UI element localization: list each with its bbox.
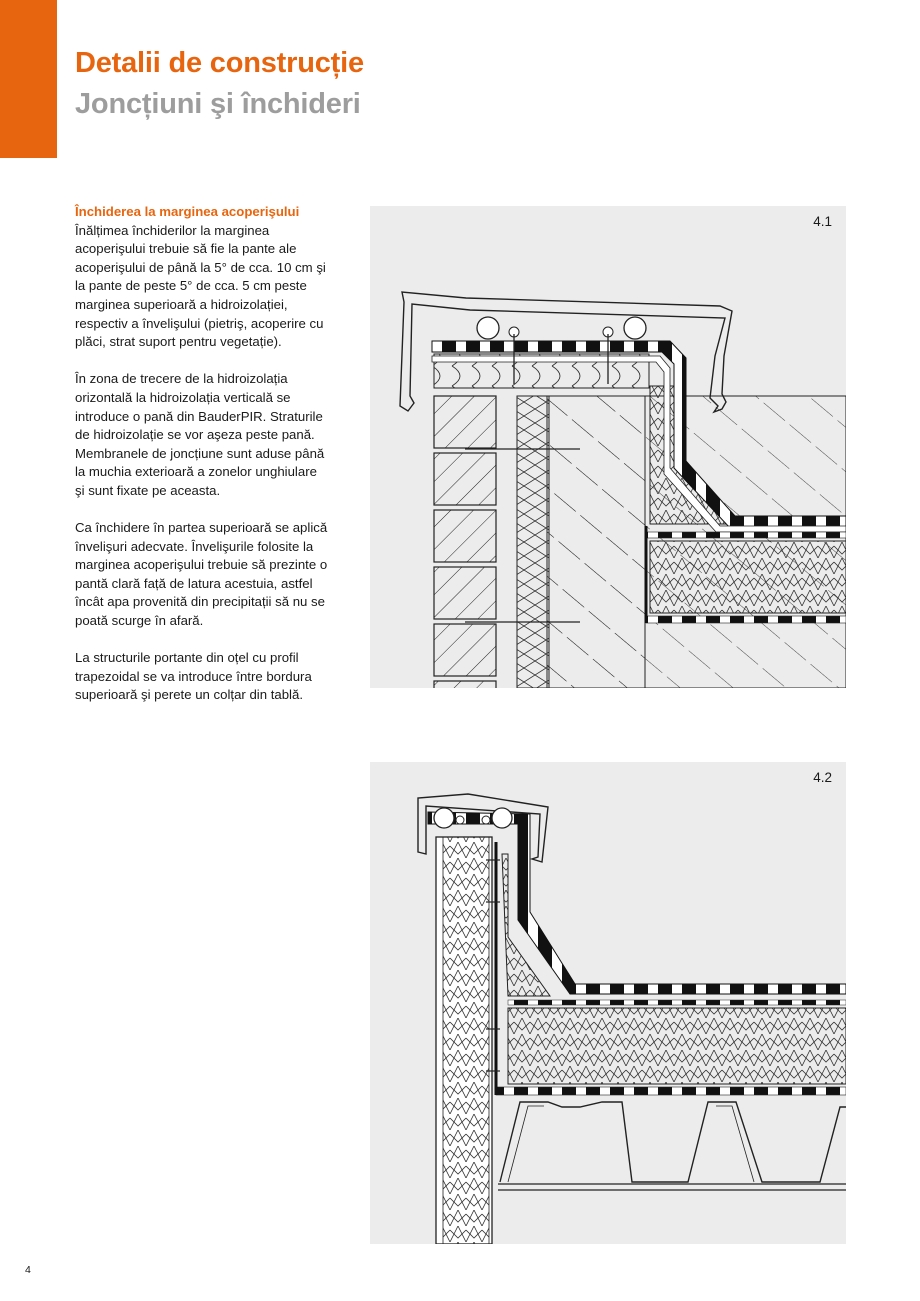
paragraph-3: Ca închidere în partea superioară se aplică învelişuri adecvate. Învelişurile folosite la marginea acoperişului trebuie să prezinte o pantă clară față de latura acestuia, astfel încât apa provenită din precipitații să nu se poată scurge în afară. [75, 520, 328, 629]
section-heading: Închiderea la marginea acoperişului [75, 204, 300, 219]
figure-label-4-2: 4.2 [813, 770, 832, 785]
page-number: 4 [25, 1264, 31, 1276]
paragraph-1-text: Înălțimea închiderilor la marginea acoperişului trebuie să fie la pante ale acoperişului de până la 5° de cca. 10 cm şi la pante de peste 5° de cca. 5 cm peste marginea superioară a hidroizolației, respectiv a învelişului (pietriş, acoperire cu plăci, strat suport pentru vegetație). [75, 222, 326, 350]
paragraph-4: La structurile portante din oțel cu profil trapezoidal se va introduce între bordura superioară şi perete un colțar din tablă. [75, 650, 312, 703]
body-text [75, 203, 330, 724]
page-subtitle: Joncțiuni şi închideri [75, 88, 361, 120]
paragraph-1 [75, 203, 330, 352]
paragraph-2: În zona de trecere de la hidroizolația orizontală la hidroizolația verticală se introduce o pană din BauderPIR. Straturile de hidroizolație se vor aşeza peste pană. Membranele de joncțiune sunt aduse până la muchia exterioară a zonelor unghiulare şi sunt fixate pe aceasta. [75, 371, 325, 498]
figure-label-4-1: 4.1 [813, 214, 832, 229]
detail-drawing-4-1 [370, 206, 846, 688]
figure-4-1 [370, 206, 846, 688]
orange-header-tab [0, 0, 57, 158]
figure-4-2 [370, 762, 846, 1244]
detail-drawing-4-2 [370, 762, 846, 1244]
page-title: Detalii de construcție [75, 47, 364, 79]
